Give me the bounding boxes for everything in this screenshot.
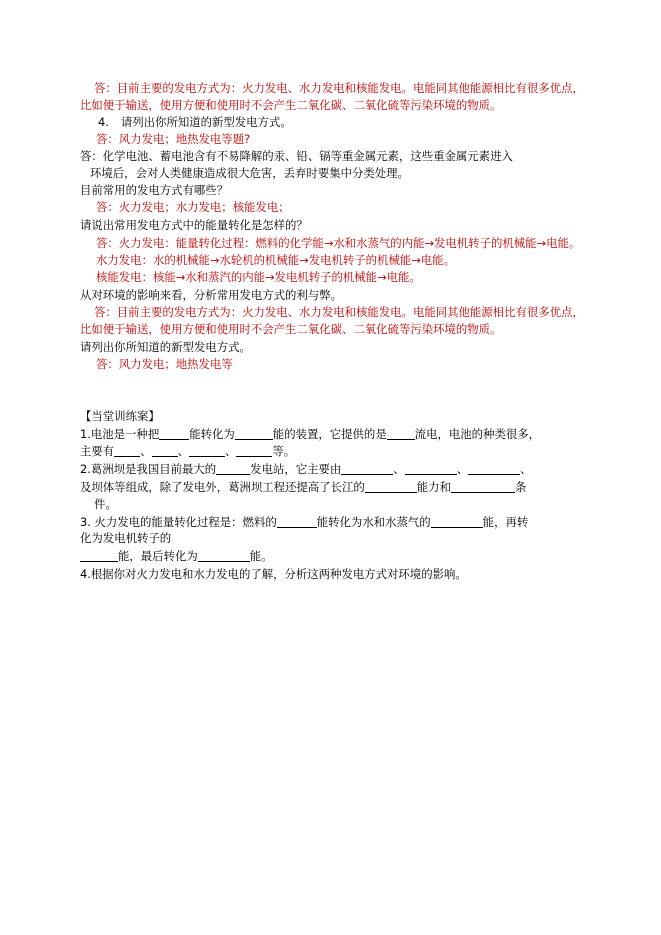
answer-new-methods: 答：风力发电；地热发电等 (96, 357, 233, 371)
blank[interactable] (114, 444, 140, 457)
blank[interactable] (341, 462, 393, 475)
blank[interactable] (189, 444, 225, 457)
answer-common-methods: 答：火力发电；水力发电；核能发电； (96, 200, 290, 214)
blank[interactable] (405, 462, 457, 475)
blank[interactable] (387, 427, 415, 440)
question-common-methods: 目前常用的发电方式有哪些？ (80, 183, 229, 197)
blank[interactable] (198, 549, 250, 562)
blank[interactable] (216, 462, 250, 475)
training-question-2-line3: 件。 (94, 497, 117, 511)
training-question-3-line1: 3. 火力发电的能量转化过程是：燃料的 能转化为水和水蒸气的 能，再转 (80, 515, 529, 529)
training-question-3-line2: 化为发电机转子的 (80, 531, 172, 545)
blank[interactable] (235, 427, 273, 440)
answer-nuclear-conversion: 核能发电：核能→水和蒸汽的内能→发电机转子的机械能→电能。 (96, 270, 421, 284)
battery-answer-line1: 答：化学电池、蓄电池含有不易降解的汞、铅、镉等重金属元素，这些重金属元素进入 (80, 149, 513, 163)
question-new-methods: 请列出你所知道的新型发电方式。 (80, 340, 251, 354)
training-question-3-line3: 能，最后转化为 能。 (80, 548, 273, 564)
blank[interactable] (80, 549, 118, 562)
training-heading: 【当堂训练案】 (80, 409, 160, 423)
training-question-1-line1: 1.电池是一种把 能转化为 能的装置，它提供的是 流电，电池的种类很多， (80, 427, 541, 441)
answer-thermal-conversion: 答：火力发电：能量转化过程：燃料的化学能→水和水蒸气的内能→发电机转子的机械能→电能。 (96, 236, 581, 250)
question-energy-conversion: 请说出常用发电方式中的能量转化是怎样的？ (80, 218, 308, 232)
training-question-2-line2: 及坝体等组成，除了发电外，葛洲坝工程还提高了长江的 能力和 条 (80, 480, 527, 494)
blank[interactable] (159, 427, 189, 440)
question-4-text: 请列出你所知道的新型发电方式。 (120, 115, 292, 129)
answer-hydro-conversion: 水力发电：水的机械能→水轮机的机械能→发电机转子的机械能→电能。 (96, 253, 455, 267)
blank[interactable] (451, 480, 515, 493)
question-4-number: 4. (98, 115, 109, 129)
answer-power-methods-line2: 比如便于输送，使用方便和使用时不会产生二氧化碳、二氧化硫等污染环境的物质。 (80, 98, 502, 112)
question-4 (98, 114, 292, 130)
answer-environment-line1: 答：目前主要的发电方式为：火力发电、水力发电和核能发电。电能同其他能源相比有很多优点， (94, 305, 584, 319)
blank[interactable] (468, 462, 520, 475)
blank[interactable] (152, 444, 178, 457)
blank[interactable] (365, 480, 417, 493)
question-environment: 从对环境的影响来看，分析常用发电方式的利与弊。 (80, 288, 342, 302)
blank[interactable] (277, 515, 317, 528)
answer-power-methods-line1: 答：目前主要的发电方式为：火力发电、水力发电和核能发电。电能同其他能源相比有很多优点， (94, 81, 584, 95)
answer-4: 答：风力发电；地热发电等题? (96, 132, 251, 146)
blank[interactable] (431, 515, 483, 528)
answer-environment-line2: 比如便于输送，使用方便和使用时不会产生二氧化碳、二氧化硫等污染环境的物质。 (80, 322, 502, 336)
training-question-4: 4.根据你对火力发电和水力发电的了解，分析这两种发电方式对环境的影响。 (80, 567, 467, 581)
blank[interactable] (236, 444, 272, 457)
training-question-1-line2: 主要有 、 、 、 等。 (80, 444, 296, 458)
battery-answer-line2: 环境后，会对人类健康造成很大危害，丢弃时要集中分类处理。 (90, 166, 409, 180)
training-question-2-line1: 2.葛洲坝是我国目前最大的 发电站，它主要由 、 、 、 (80, 462, 532, 476)
